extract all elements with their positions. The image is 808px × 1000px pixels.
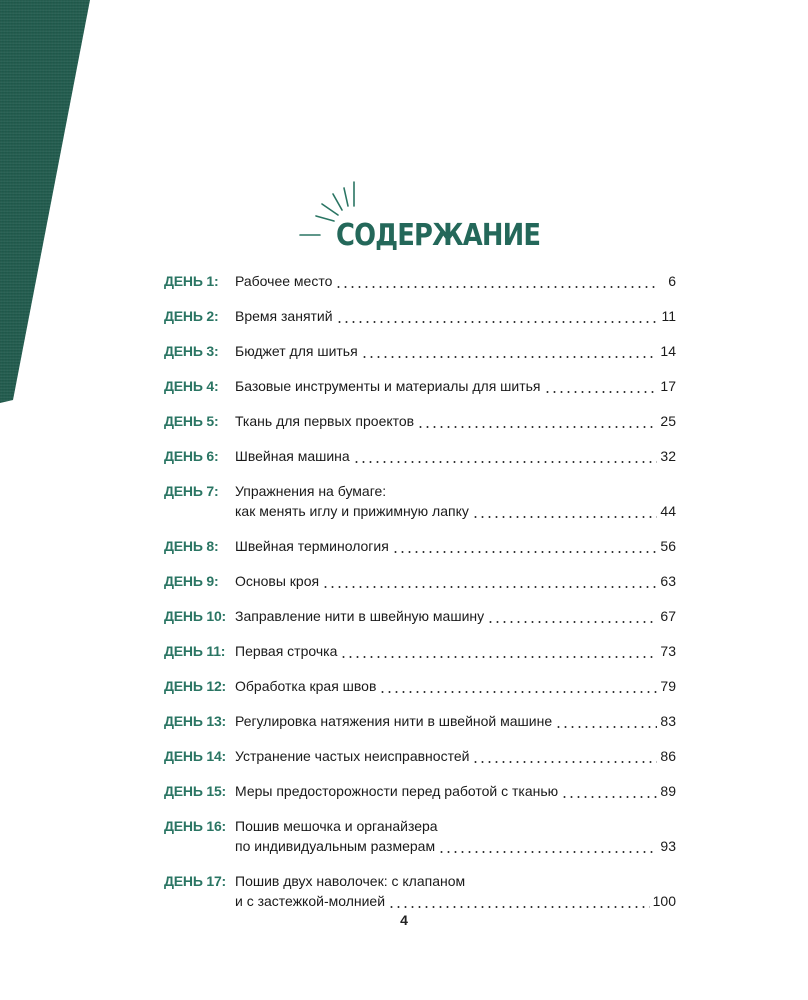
dot-leader [379,676,657,696]
toc-day-label: ДЕНЬ 6: [164,448,219,464]
dot-leader [392,536,657,556]
toc-entry-title: Меры предосторожности перед работой с тканью [235,783,559,799]
toc-day-label: ДЕНЬ 2: [164,308,219,324]
toc-entry[interactable] [164,271,676,291]
toc-entry-title: Базовые инструменты и материалы для шитья [235,378,541,394]
toc-entry[interactable] [164,676,676,696]
dot-leader [438,836,657,856]
toc-entry[interactable] [164,711,676,731]
toc-page-number: 14 [660,343,676,359]
dot-leader [340,641,657,661]
toc-entry-title: Швейная машина [235,448,350,464]
toc-entry-title: Рабочее место [235,273,333,289]
toc-entry[interactable] [164,446,676,466]
toc-day-label: ДЕНЬ 16: [164,818,227,834]
toc-entry[interactable] [164,376,676,396]
toc-entry-title: Время занятий [235,308,333,324]
toc-day-label: ДЕНЬ 10: [164,608,227,624]
toc-page-number: 63 [660,573,676,589]
toc-entry-title: как менять иглу и прижимную лапку [235,503,469,519]
toc-page-number: 25 [660,413,676,429]
toc-entry[interactable] [164,606,676,626]
toc-page-number: 6 [668,273,676,289]
toc-day-label: ДЕНЬ 4: [164,378,219,394]
toc-entry-title: Бюджет для шитья [235,343,358,359]
toc-entry-title: по индивидуальным размерам [235,838,436,854]
toc-page-number: 44 [660,503,676,519]
toc-page-number: 56 [660,538,676,554]
toc-page-number: 17 [660,378,676,394]
toc-entry[interactable] [164,641,676,661]
page-title: СОДЕРЖАНИЕ [336,218,541,253]
table-of-contents [164,271,676,926]
toc-day-label: ДЕНЬ 17: [164,873,227,889]
toc-day-label: ДЕНЬ 11: [164,643,226,659]
toc-day-label: ДЕНЬ 15: [164,783,227,799]
toc-entry[interactable] [164,816,676,856]
dot-leader [361,341,657,361]
toc-entry-title: Регулировка натяжения нити в швейной машине [235,713,553,729]
toc-day-label: ДЕНЬ 7: [164,483,219,499]
toc-entry[interactable] [164,746,676,766]
title-block [298,180,541,260]
toc-entry[interactable] [164,781,676,801]
toc-day-label: ДЕНЬ 14: [164,748,227,764]
toc-entry-title: Заправление нити в швейную машину [235,608,485,624]
toc-entry-title-line1: Пошив двух наволочек: с клапаном [235,873,466,889]
dot-leader [353,446,657,466]
toc-page-number: 73 [660,643,676,659]
toc-entry[interactable] [164,871,676,911]
toc-page-number: 79 [660,678,676,694]
toc-day-label: ДЕНЬ 8: [164,538,219,554]
dot-leader [561,781,657,801]
toc-entry-title: Основы кроя [235,573,320,589]
toc-day-label: ДЕНЬ 9: [164,573,219,589]
toc-page-number: 89 [660,783,676,799]
dot-leader [487,606,657,626]
dot-leader [555,711,657,731]
dot-leader [322,571,657,591]
toc-entry[interactable] [164,411,676,431]
toc-entry-title: Устранение частых неисправностей [235,748,470,764]
toc-page-number: 11 [661,308,676,324]
dot-leader [417,411,657,431]
toc-entry-title: Первая строчка [235,643,338,659]
dot-leader [544,376,658,396]
toc-page-number: 93 [660,838,676,854]
toc-entry[interactable] [164,481,676,521]
toc-entry[interactable] [164,306,676,326]
toc-page-number: 100 [652,893,676,909]
toc-entry[interactable] [164,341,676,361]
toc-page-number: 32 [660,448,676,464]
toc-page-number: 86 [660,748,676,764]
toc-entry-title-line1: Упражнения на бумаге: [235,483,387,499]
dot-leader [336,306,657,326]
toc-day-label: ДЕНЬ 3: [164,343,219,359]
toc-page-number: 67 [660,608,676,624]
page-number: 4 [400,912,408,928]
toc-entry[interactable] [164,536,676,556]
dot-leader [388,891,650,911]
dot-leader [335,271,657,291]
toc-entry-title: и с застежкой-молнией [235,893,386,909]
toc-day-label: ДЕНЬ 5: [164,413,219,429]
toc-entry-title-line1: Пошив мешочка и органайзера [235,818,438,834]
toc-entry-title: Ткань для первых проектов [235,413,415,429]
toc-day-label: ДЕНЬ 13: [164,713,227,729]
toc-entry[interactable] [164,571,676,591]
toc-day-label: ДЕНЬ 12: [164,678,227,694]
toc-entry-title: Обработка края швов [235,678,377,694]
dot-leader [472,501,657,521]
fabric-swatch-decoration [0,0,90,410]
dot-leader [472,746,657,766]
toc-day-label: ДЕНЬ 1: [164,273,219,289]
toc-entry-title: Швейная терминология [235,538,389,554]
toc-page-number: 83 [660,713,676,729]
